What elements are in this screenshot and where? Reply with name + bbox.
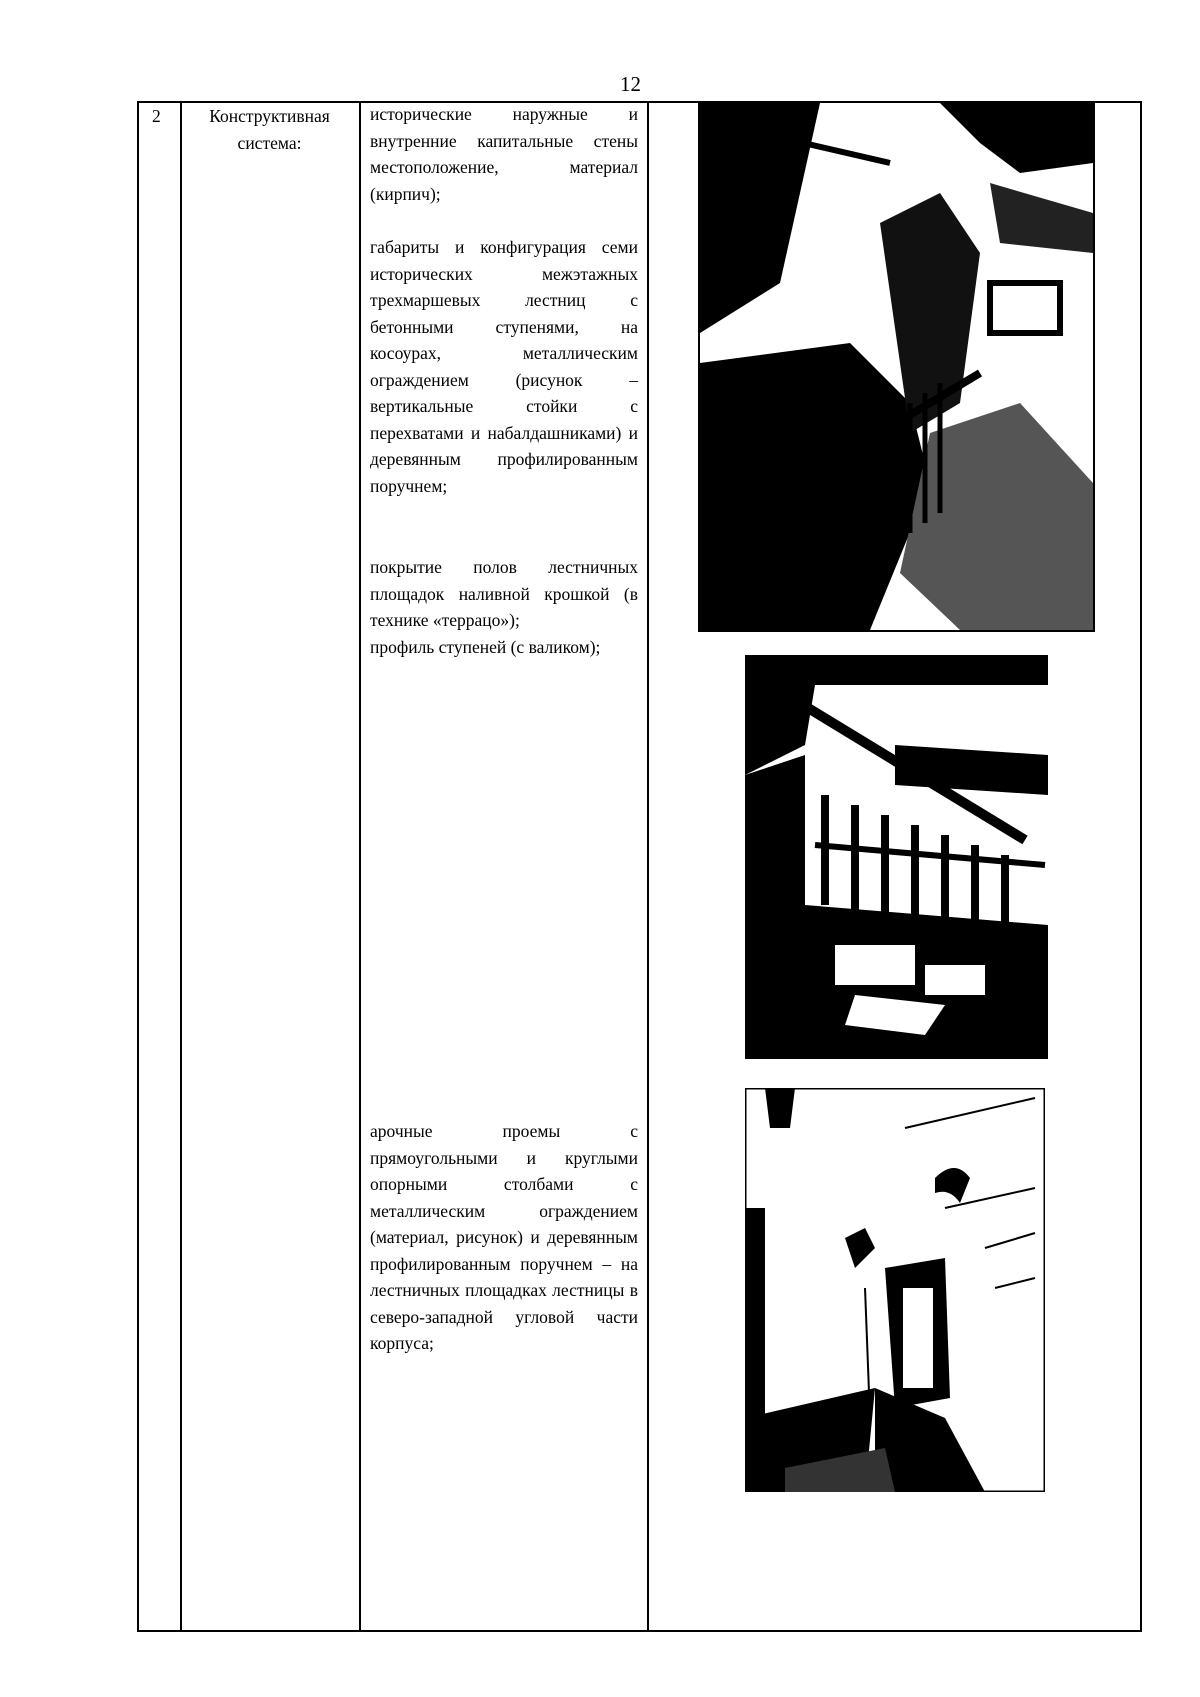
paragraph-text: исторические наружные и внутренние капитальные стены местоположение, материал (кирпич); xyxy=(370,104,638,204)
paragraph-stairs xyxy=(370,234,638,499)
page-number: 12 xyxy=(620,72,641,96)
arched-openings-photo xyxy=(745,1088,1045,1492)
arched-openings-photo-image xyxy=(745,1088,1045,1492)
paragraph-steps xyxy=(370,634,638,661)
paragraph-text: габариты и конфигурация семи исторических межэтажных трехмаршевых лестниц с бетонными ступенями, на косоурах, металлическим ограждением (рисунок – вертикальные стойки с перехватами и набалдашниками) и деревянным профилированным поручнем; xyxy=(370,237,638,496)
paragraph-floors xyxy=(370,554,638,634)
paragraph-text: арочные проемы с прямоугольными и круглыми опорными столбами с металлическим ограждением (материал, рисунок) и деревянным профилированным поручнем – на лестничных площадках лестницы в северо-западной угловой части корпуса; xyxy=(370,1121,638,1353)
paragraph-arches xyxy=(370,1118,638,1357)
paragraph-walls xyxy=(370,101,638,207)
row-name-line: система: xyxy=(237,132,302,153)
staircase-flights-photo xyxy=(745,655,1048,1059)
staircase-photo-image xyxy=(700,103,1093,630)
row-name xyxy=(182,103,357,156)
row-number: 2 xyxy=(152,106,161,126)
column-divider xyxy=(180,101,182,1632)
staircase-flights-photo-image xyxy=(745,655,1048,1059)
row-name-line: Конструктивная xyxy=(209,106,330,126)
staircase-photo xyxy=(698,101,1095,632)
column-divider xyxy=(359,101,361,1632)
column-divider xyxy=(647,101,649,1632)
paragraph-text: профиль ступеней (с валиком); xyxy=(370,637,601,657)
paragraph-text: покрытие полов лестничных площадок наливной крошкой (в технике «террацо»); xyxy=(370,557,638,630)
